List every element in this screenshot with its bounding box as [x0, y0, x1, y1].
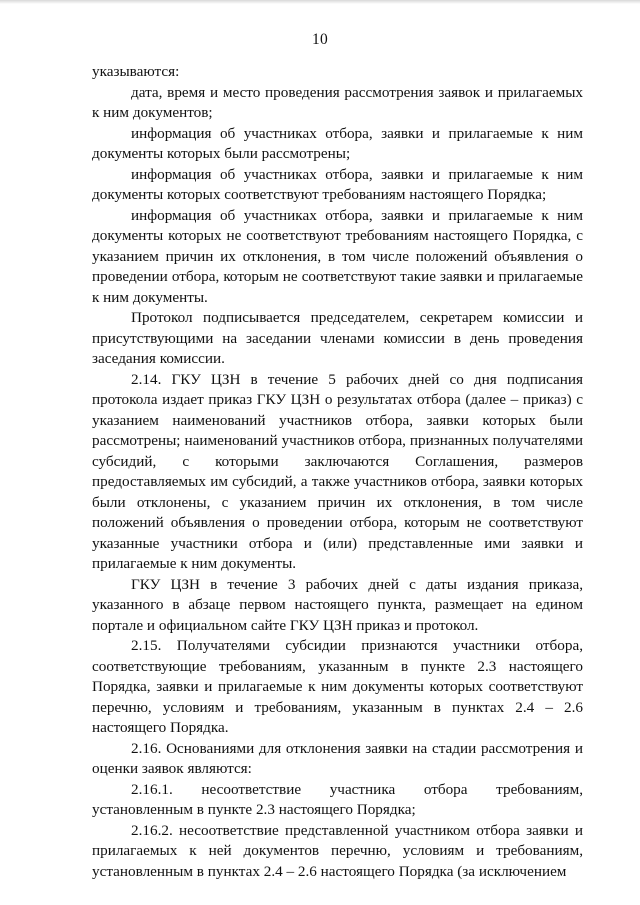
paragraph-list-item: информация об участниках отбора, заявки и прилагаемые к ним документы которых не соответствуют требованиям настоящего Порядка, с указанием причин их отклонения, в том числе положений объявления о проведении отбора, которым не соответствуют такие заявки и прилагаемые к ним документы.	[92, 206, 583, 306]
paragraph-list-item: информация об участниках отбора, заявки и прилагаемые к ним документы которых были рассмотрены;	[92, 124, 583, 162]
page-number: 10	[311, 31, 329, 48]
paragraph-publication: ГКУ ЦЗН в течение 3 рабочих дней с даты издания приказа, указанного в абзаце первом настоящего пункта, размещает на едином портале и официальном сайте ГКУ ЦЗН приказ и протокол.	[92, 575, 583, 634]
document-body	[92, 62, 583, 882]
paragraph-clause-2-15: 2.15. Получателями субсидии признаются участники отбора, соответствующие требованиям, указанным в пункте 2.3 настоящего Порядка, заявки и прилагаемые к ним документы которых соответствуют перечню, условиям и требованиям, указанным в пунктах 2.4 – 2.6 настоящего Порядка.	[92, 637, 583, 736]
paragraph-clause-2-16: 2.16. Основаниями для отклонения заявки на стадии рассмотрения и оценки заявок являются:	[92, 739, 583, 777]
paragraph-protocol-signing: Протокол подписывается председателем, секретарем комиссии и присутствующими на заседании членами комиссии в день проведения заседания комиссии.	[92, 309, 583, 367]
paragraph-intro: указываются:	[92, 63, 180, 80]
paragraph-clause-2-16-1: 2.16.1. несоответствие участника отбора требованиям, установленным в пункте 2.3 настоящего Порядка;	[92, 780, 583, 818]
scan-top-edge	[0, 0, 640, 4]
paragraph-list-item: дата, время и место проведения рассмотрения заявок и прилагаемых к ним документов;	[92, 83, 583, 121]
paragraph-clause-2-14: 2.14. ГКУ ЦЗН в течение 5 рабочих дней со дня подписания протокола издает приказ ГКУ ЦЗН о результатах отбора (далее – приказ) с указанием наименований участников отбора, заявки которых были рассмотрены; наименований участников отбора, признанных получателями субсидий, с которыми заключаются Соглашения, размеров предоставляемых им субсидий, а также участников отбора, заявки которых были отклонены, с указанием причин их отклонения, в том числе положений объявления о проведении отбора, которым не соответствуют указанные участники отбора и (или) представленные ими заявки и прилагаемые к ним документы.	[92, 370, 583, 572]
paragraph-clause-2-16-2: 2.16.2. несоответствие представленной участником отбора заявки и прилагаемых к ней документов перечню, условиям и требованиям, установленным в пунктах 2.4 – 2.6 настоящего Порядка (за исключением	[92, 821, 583, 880]
paragraph-list-item: информация об участниках отбора, заявки и прилагаемые к ним документы которых соответствуют требованиям настоящего Порядка;	[92, 165, 583, 203]
